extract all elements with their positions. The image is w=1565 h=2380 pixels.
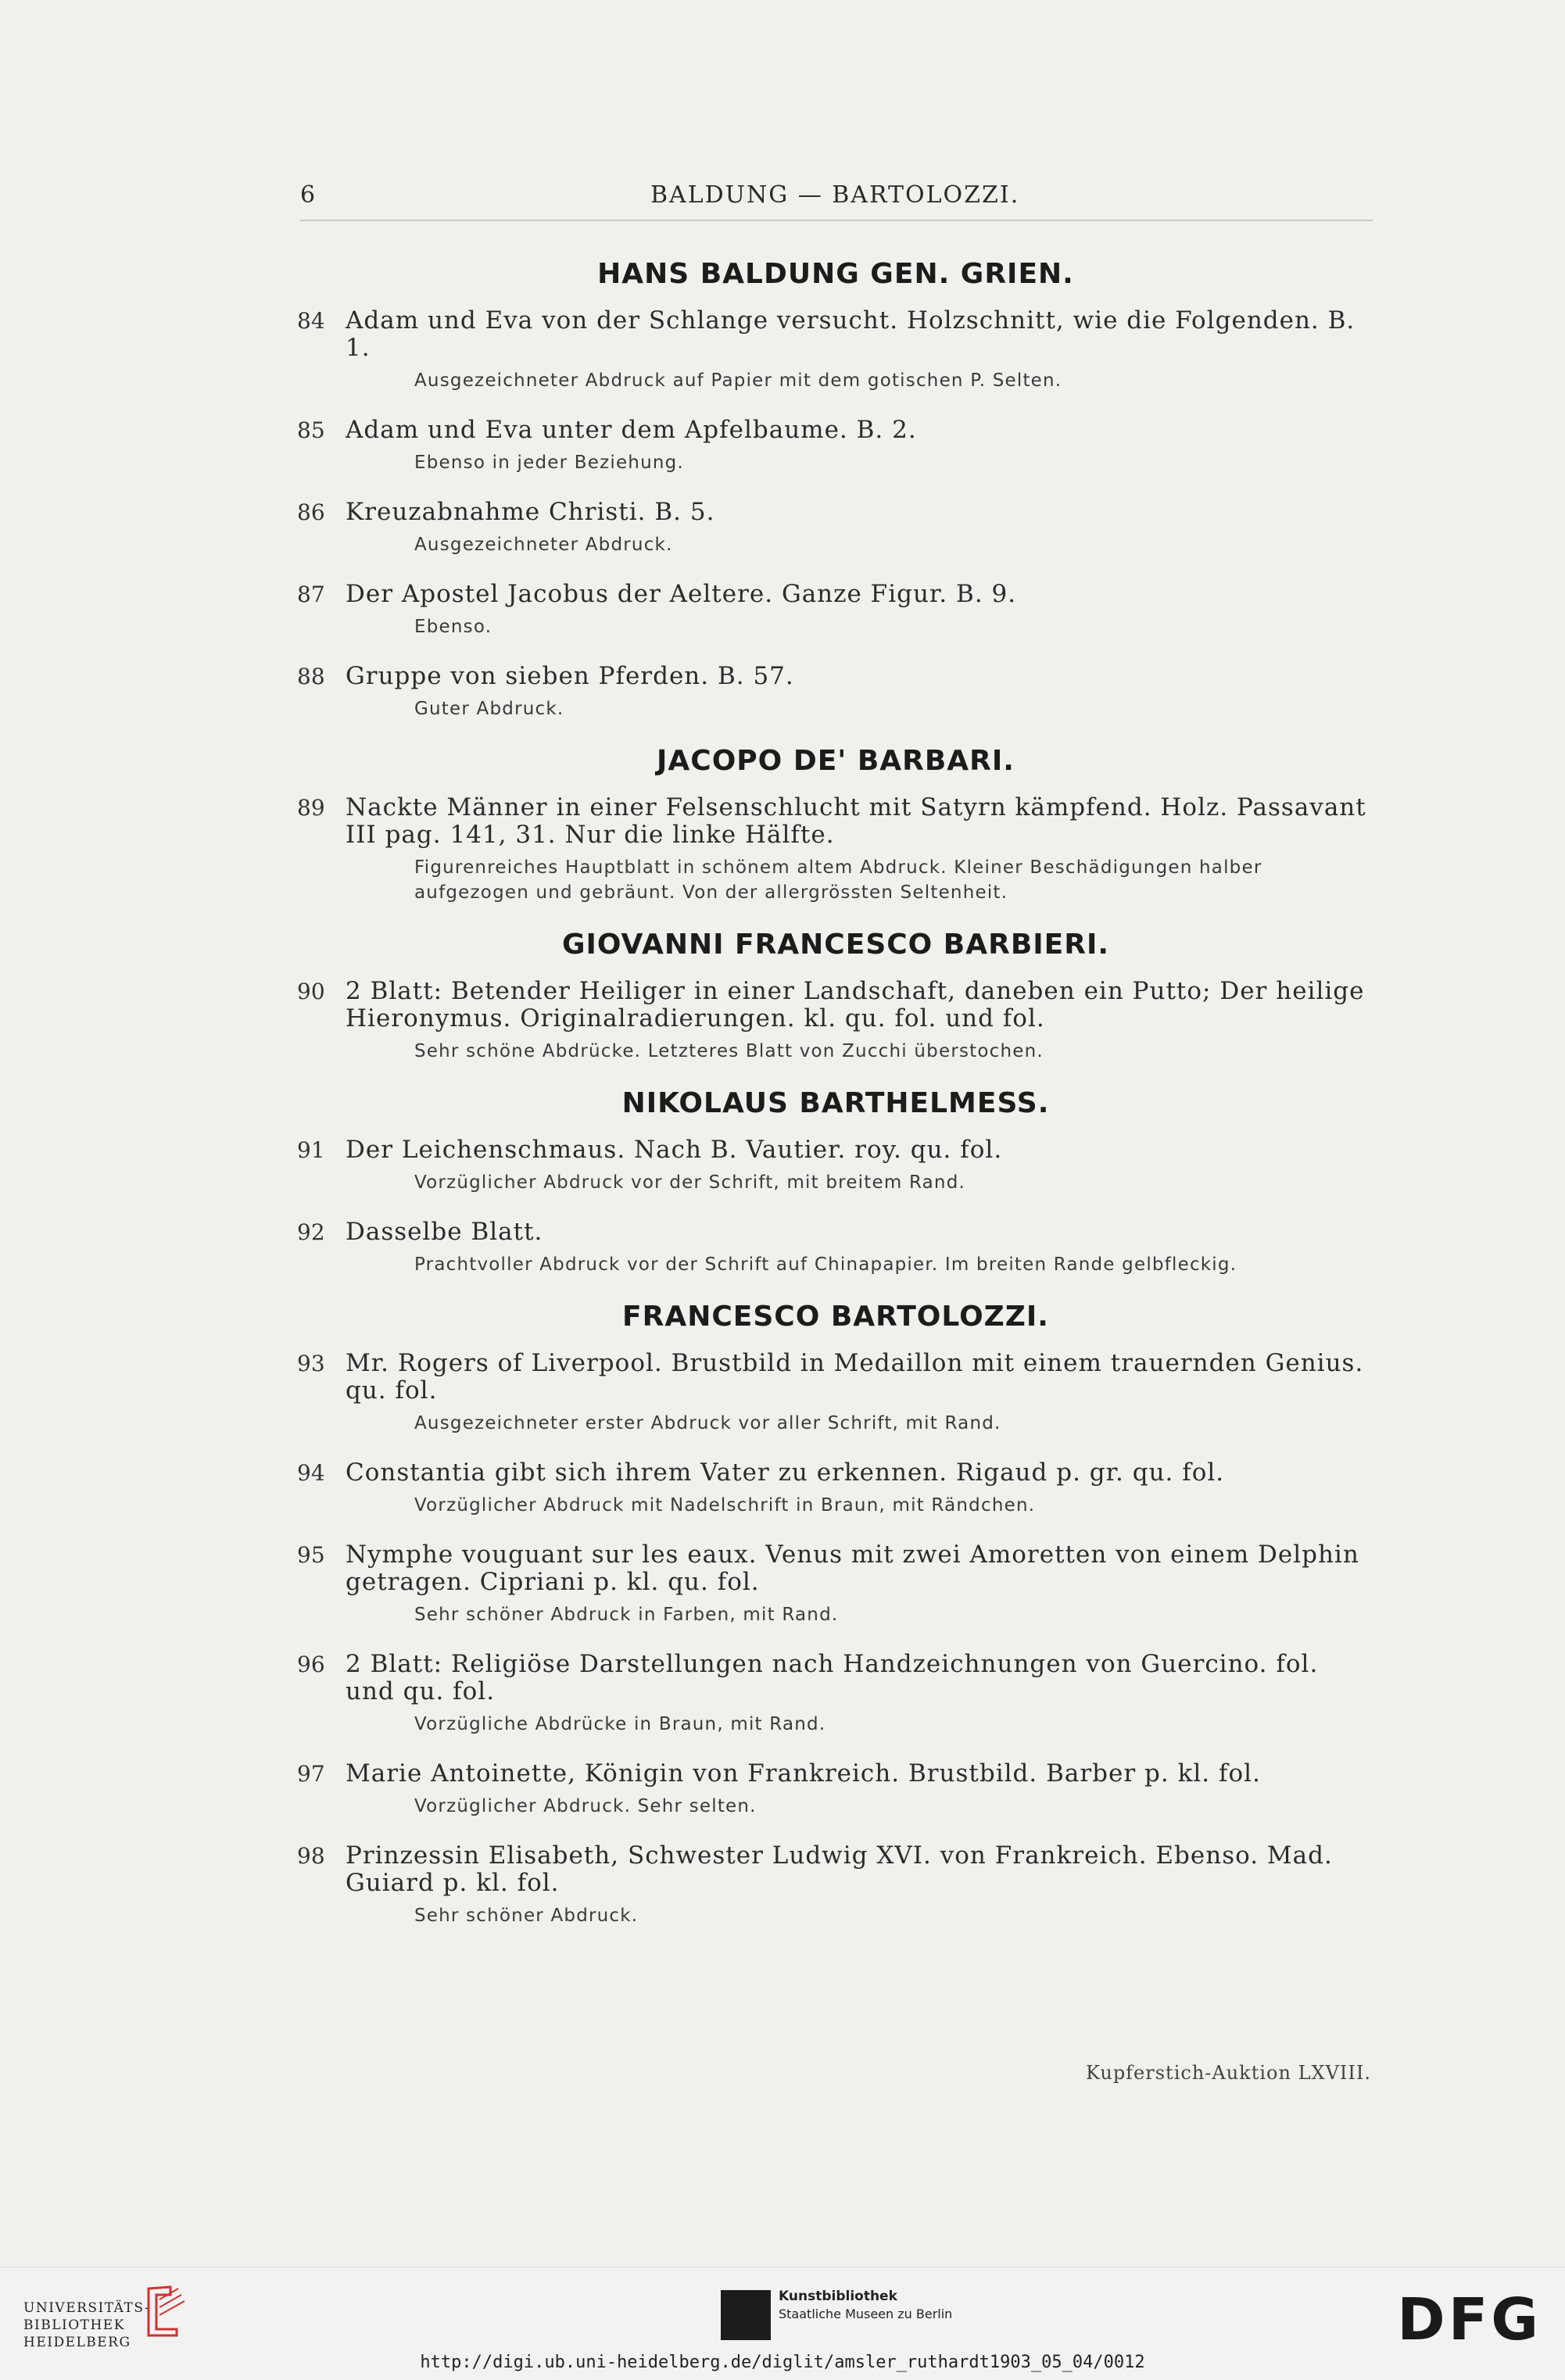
lot-description: Prinzessin Elisabeth, Schwester Ludwig XVI. von Frankreich. Ebenso. Mad. Guiard p. kl. fol. (346, 1841, 1333, 1897)
lot-description: Der Apostel Jacobus der Aeltere. Ganze Figur. B. 9. (346, 580, 1017, 608)
lot-condition-note: Sehr schöne Abdrücke. Letzteres Blatt von Zucchi überstochen. (414, 1041, 1044, 1061)
lot-number: 94 (297, 1460, 325, 1486)
lot-description: Dasselbe Blatt. (346, 1218, 543, 1246)
lot-body (346, 794, 1374, 905)
lot-description: Marie Antoinette, Königin von Frankreich. Brustbild. Barber p. kl. fol. (346, 1759, 1261, 1788)
lot-number: 89 (297, 795, 325, 821)
lot-number: 85 (297, 417, 325, 443)
lot-entry (297, 1651, 1374, 1737)
lot-description: Der Leichenschmaus. Nach B. Vautier. roy. qu. fol. (346, 1136, 1003, 1164)
lot-entry (297, 1219, 1374, 1277)
kunstbibliothek-name: Kunstbibliothek (779, 2289, 897, 2304)
artist-section (297, 1087, 1374, 1277)
lot-entry (297, 307, 1374, 393)
lot-number: 98 (297, 1843, 325, 1869)
kunstbibliothek-text (779, 2289, 952, 2321)
lot-number: 90 (297, 979, 325, 1004)
lot-description: Adam und Eva von der Schlange versucht. Holzschnitt, wie die Folgenden. B. 1. (346, 306, 1355, 362)
lot-entry (297, 1842, 1374, 1928)
lot-body (346, 1136, 1374, 1195)
dfg-logo[interactable]: DFG (1397, 2286, 1542, 2353)
lot-number: 93 (297, 1351, 325, 1376)
ub-heidelberg-logo-icon[interactable] (139, 2284, 191, 2339)
lot-condition-note: Prachtvoller Abdruck vor der Schrift auf Chinapapier. Im breiten Rande gelbfleckig. (414, 1254, 1237, 1275)
ub-line: UNIVERSITÄTS- (23, 2300, 151, 2316)
lot-condition-note: Ausgezeichneter Abdruck auf Papier mit dem gotischen P. Selten. (414, 370, 1062, 391)
lot-description: Nackte Männer in einer Felsenschlucht mit Satyrn kämpfend. Holz. Passavant III pag. 141, 31. Nur die linke Hälfte. (346, 793, 1366, 849)
ub-line: HEIDELBERG (23, 2335, 131, 2350)
lot-entry (297, 1136, 1374, 1195)
lot-entry (297, 499, 1374, 557)
lot-condition-note: Vorzüglicher Abdruck mit Nadelschrift in Braun, mit Rändchen. (414, 1495, 1036, 1516)
lot-entry (297, 1760, 1374, 1819)
lot-entry (297, 1459, 1374, 1518)
running-header: BALDUNG — BARTOLOZZI. (650, 181, 1020, 209)
lot-number: 95 (297, 1542, 325, 1568)
artist-heading: NIKOLAUS BARTHELMESS. (621, 1087, 1050, 1119)
lot-body (346, 1842, 1374, 1928)
lot-body (346, 1760, 1374, 1819)
lot-body (346, 663, 1374, 721)
lot-body (346, 1219, 1374, 1277)
artist-section (297, 258, 1374, 721)
lot-condition-note: Figurenreiches Hauptblatt in schönem altem Abdruck. Kleiner Beschädigungen halber aufgezogen und gebräunt. Von der allergrössten Seltenheit. (414, 857, 1262, 903)
lot-number: 92 (297, 1219, 325, 1245)
lot-entry (297, 978, 1374, 1064)
page-number: 6 (300, 181, 316, 209)
lot-condition-note: Vorzüglicher Abdruck vor der Schrift, mit breitem Rand. (414, 1172, 966, 1193)
lot-entry (297, 1350, 1374, 1436)
ub-heidelberg-text[interactable] (23, 2299, 150, 2351)
lot-number: 88 (297, 664, 325, 689)
lot-condition-note: Ausgezeichneter erster Abdruck vor aller Schrift, mit Rand. (414, 1413, 1001, 1433)
artist-section (297, 1301, 1374, 1928)
lot-body (346, 581, 1374, 639)
lot-condition-note: Ausgezeichneter Abdruck. (414, 535, 673, 555)
lot-body (346, 307, 1374, 393)
kunstbibliothek-logo-icon[interactable] (721, 2290, 771, 2340)
catalog-content (297, 258, 1374, 1952)
lot-description: Constantia gibt sich ihrem Vater zu erkennen. Rigaud p. gr. qu. fol. (346, 1458, 1225, 1487)
lot-entry (297, 1541, 1374, 1627)
lot-entry (297, 663, 1374, 721)
lot-description: Kreuzabnahme Christi. B. 5. (346, 498, 715, 526)
lot-description: Mr. Rogers of Liverpool. Brustbild in Medaillon mit einem trauernden Genius. qu. fol. (346, 1349, 1364, 1405)
lot-number: 96 (297, 1652, 325, 1677)
lot-entry (297, 794, 1374, 905)
lot-entry (297, 417, 1374, 475)
lot-description: Gruppe von sieben Pferden. B. 57. (346, 662, 794, 690)
ub-line: BIBLIOTHEK (23, 2317, 125, 2333)
lot-body (346, 978, 1374, 1064)
lot-condition-note: Vorzüglicher Abdruck. Sehr selten. (414, 1796, 757, 1816)
artist-heading: HANS BALDUNG GEN. GRIEN. (597, 258, 1074, 290)
lot-number: 97 (297, 1761, 325, 1787)
lot-condition-note: Guter Abdruck. (414, 699, 564, 719)
lot-body (346, 1459, 1374, 1518)
artist-section (297, 745, 1374, 905)
lot-description: Adam und Eva unter dem Apfelbaume. B. 2. (346, 416, 917, 444)
artist-heading: GIOVANNI FRANCESCO BARBIERI. (561, 929, 1110, 961)
lot-description: Nymphe vouguant sur les eaux. Venus mit zwei Amoretten von einem Delphin getragen. Cipriani p. kl. qu. fol. (346, 1541, 1359, 1596)
lot-body (346, 1350, 1374, 1436)
lot-body (346, 499, 1374, 557)
lot-condition-note: Vorzügliche Abdrücke in Braun, mit Rand. (414, 1714, 826, 1734)
lot-condition-note: Ebenso. (414, 617, 492, 637)
artist-section (297, 929, 1374, 1064)
lot-description: 2 Blatt: Betender Heiliger in einer Landschaft, daneben ein Putto; Der heilige Hieronymus. Originalradierungen. kl. qu. fol. und fol. (346, 977, 1365, 1033)
lot-number: 86 (297, 499, 325, 525)
artist-heading: JACOPO DE' BARBARI. (657, 745, 1015, 777)
lot-number: 91 (297, 1137, 325, 1163)
lot-body (346, 417, 1374, 475)
lot-number: 87 (297, 582, 325, 607)
kunstbibliothek-subtitle: Staatliche Museen zu Berlin (779, 2307, 953, 2321)
lot-body (346, 1541, 1374, 1627)
lot-condition-note: Sehr schöner Abdruck in Farben, mit Rand. (414, 1605, 839, 1625)
header-rule (300, 220, 1373, 221)
lot-description: 2 Blatt: Religiöse Darstellungen nach Handzeichnungen von Guercino. fol. und qu. fol. (346, 1650, 1319, 1705)
lot-body (346, 1651, 1374, 1737)
footer-note: Kupferstich-Auktion LXVIII. (1085, 2062, 1371, 2084)
permalink-url[interactable]: http://digi.ub.uni-heidelberg.de/diglit/amsler_ruthardt1903_05_04/0012 (420, 2353, 1145, 2372)
lot-entry (297, 581, 1374, 639)
lot-condition-note: Sehr schöner Abdruck. (414, 1906, 639, 1926)
artist-heading: FRANCESCO BARTOLOZZI. (622, 1301, 1049, 1333)
lot-condition-note: Ebenso in jeder Beziehung. (414, 453, 684, 473)
lot-number: 84 (297, 308, 325, 334)
